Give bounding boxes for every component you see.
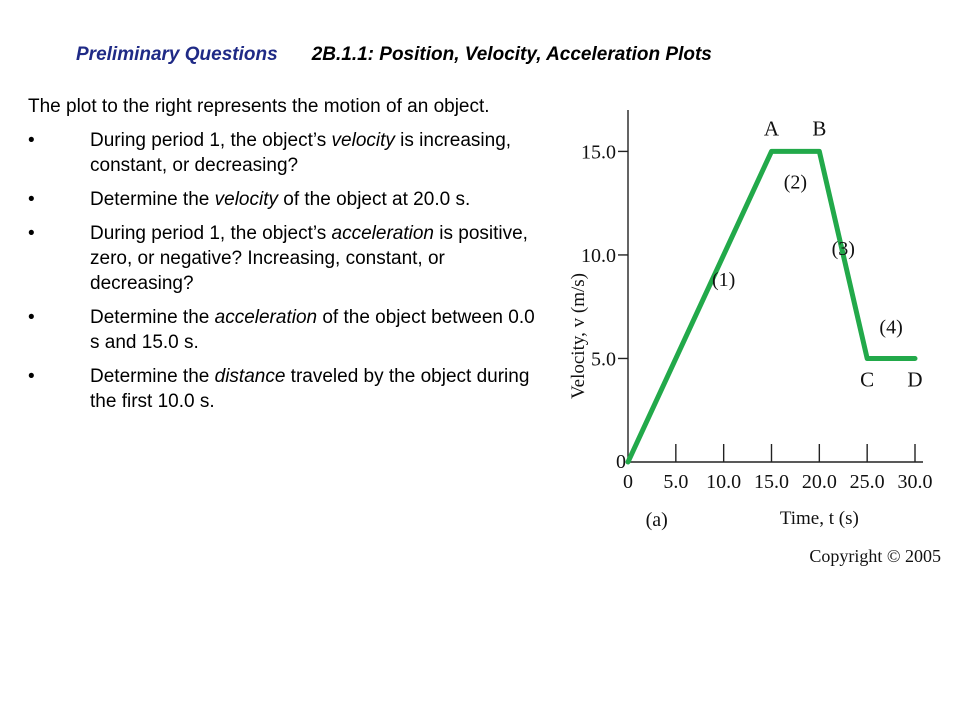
bullet-text: Determine the (90, 366, 215, 387)
y-tick-label: 15.0 (581, 141, 616, 164)
bullet-emphasis: velocity (331, 130, 395, 151)
bullet-text: of the object at 20.0 s. (277, 189, 471, 210)
bullet-item (28, 221, 540, 296)
point-label-a: A (763, 116, 780, 141)
bullet-marker: • (28, 189, 35, 210)
bullet-marker: • (28, 307, 35, 328)
bullet-marker: • (28, 223, 35, 244)
x-tick-label: 25.0 (849, 471, 885, 493)
bullet-text: is positive, zero, or negative? Increasing, constant, or decreasing? (90, 223, 528, 294)
point-label-d: D (907, 367, 923, 392)
x-tick-label: 30.0 (897, 471, 933, 493)
bullet-item (28, 128, 540, 178)
intro-paragraph: The plot to the right represents the motion of an object. (28, 96, 490, 117)
y-axis-label: Velocity, v (m/s) (568, 273, 589, 399)
bullet-text: Determine the (90, 189, 215, 210)
slide-title (76, 44, 936, 66)
bullet-marker: • (28, 366, 35, 387)
bullet-list (28, 128, 540, 414)
section-heading: Preliminary Questions (76, 44, 278, 65)
bullet-emphasis: acceleration (214, 307, 318, 328)
point-label-c: C (860, 367, 875, 392)
y-tick-label: 0 (616, 451, 626, 473)
x-tick-label: 5.0 (663, 471, 689, 493)
bullet-marker: • (28, 130, 35, 151)
copyright-text: Copyright © 2005 (809, 546, 941, 566)
x-axis-label: Time, t (s) (779, 508, 859, 529)
bullet-text: traveled by the object during the first 10.0 s. (90, 366, 530, 412)
bullet-text: Determine the (90, 307, 215, 328)
period-label: (2) (783, 171, 808, 194)
bullet-item (28, 187, 540, 212)
x-tick-label: 20.0 (801, 471, 837, 493)
bullet-emphasis: distance (214, 366, 286, 387)
period-label: (4) (879, 316, 903, 339)
panel-label: (a) (645, 509, 668, 531)
bullet-text: is increasing, constant, or decreasing? (90, 130, 512, 176)
x-tick-label: 10.0 (706, 471, 742, 493)
period-label: (3) (831, 237, 855, 260)
bullet-text: During period 1, the object’s (90, 223, 332, 244)
velocity-line (628, 151, 915, 462)
velocity-time-graph (560, 100, 944, 580)
topic-heading: 2B.1.1: Position, Velocity, Acceleration Plots (311, 44, 712, 65)
y-tick-label: 10.0 (581, 244, 616, 267)
x-tick-label: 0 (623, 471, 633, 493)
x-tick-label: 15.0 (754, 471, 789, 493)
point-label-b: B (812, 116, 827, 141)
bullet-emphasis: acceleration (331, 223, 434, 244)
bullet-text: of the object between 0.0 s and 15.0 s. (90, 307, 535, 353)
bullet-item (28, 305, 540, 355)
bullet-item (28, 364, 540, 414)
bullet-text: During period 1, the object’s (90, 130, 332, 151)
period-label: (1) (712, 269, 736, 291)
y-tick-label: 5.0 (591, 348, 616, 371)
question-text (28, 94, 540, 423)
bullet-emphasis: velocity (214, 189, 278, 210)
